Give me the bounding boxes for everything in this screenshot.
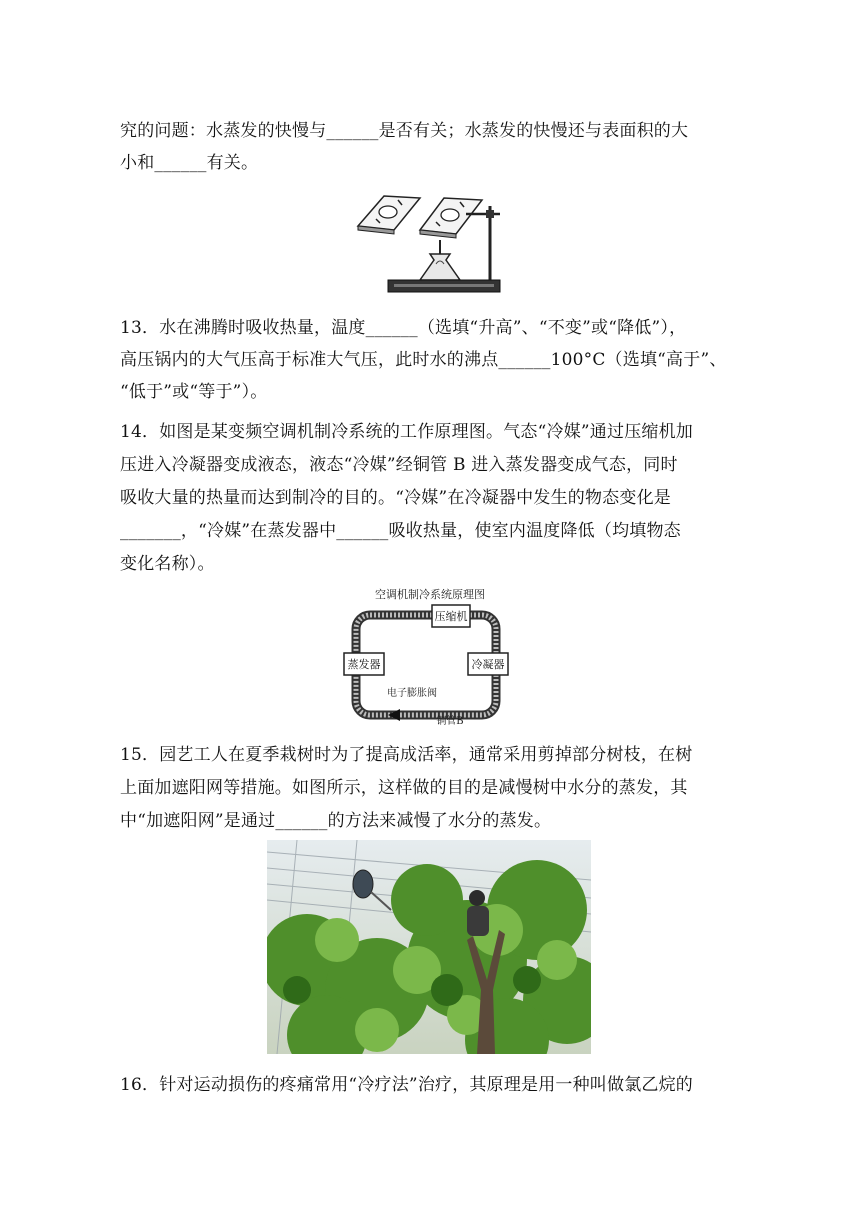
q13-line-3: “低于”或“等于”）。 (120, 382, 268, 402)
q14-line-2: 压进入冷凝器变成液态，液态“冷媒”经铜管 B 进入蒸发器变成气态，同时 (120, 455, 678, 475)
diagram-title: 空调机制冷系统原理图 (375, 588, 485, 601)
evaporation-apparatus-figure (350, 188, 502, 300)
q14-line-1: 14．如图是某变频空调机制冷系统的工作原理图。气态“冷媒”通过压缩机加 (120, 422, 694, 442)
q15-line-1: 15．园艺工人在夏季栽树时为了提高成活率，通常采用剪掉部分树枝，在树 (120, 745, 693, 765)
compressor-label: 压缩机 (434, 610, 468, 623)
q13-line-1: 13．水在沸腾时吸收热量，温度______（选填“升高”、“不变”或“降低”）， (120, 318, 687, 338)
q14-line-4: _______，“冷媒”在蒸发器中______吸收热量，使室内温度降低（均填物态 (120, 521, 681, 541)
valve-label: 电子膨胀阀 (387, 688, 437, 699)
tree-shade-net-photo (267, 840, 591, 1054)
refrigeration-cycle-diagram (340, 585, 512, 725)
q14-line-3: 吸收大量的热量而达到制冷的目的。“冷媒”在冷凝器中发生的物态变化是 (120, 488, 671, 508)
evaporator-label: 蒸发器 (347, 658, 381, 671)
condenser-label: 冷凝器 (471, 658, 505, 671)
q16-line-1: 16．针对运动损伤的疼痛常用“冷疗法”治疗，其原理是用一种叫做氯乙烷的 (120, 1075, 694, 1095)
q15-line-3: 中“加遮阳网”是通过______的方法来减慢了水分的蒸发。 (120, 811, 552, 831)
q12-line-2: 小和______有关。 (120, 153, 259, 173)
q14-line-5: 变化名称）。 (120, 554, 215, 574)
q12-line-1: 究的问题：水蒸发的快慢与______是否有关；水蒸发的快慢还与表面积的大 (120, 121, 689, 141)
q13-line-2: 高压锅内的大气压高于标准大气压，此时水的沸点______100°C（选填“高于”、 (120, 350, 727, 370)
q15-line-2: 上面加遮阳网等措施。如图所示，这样做的目的是减慢树中水分的蒸发，其 (120, 778, 688, 798)
pipe-b-label: 铜管B (436, 716, 464, 725)
